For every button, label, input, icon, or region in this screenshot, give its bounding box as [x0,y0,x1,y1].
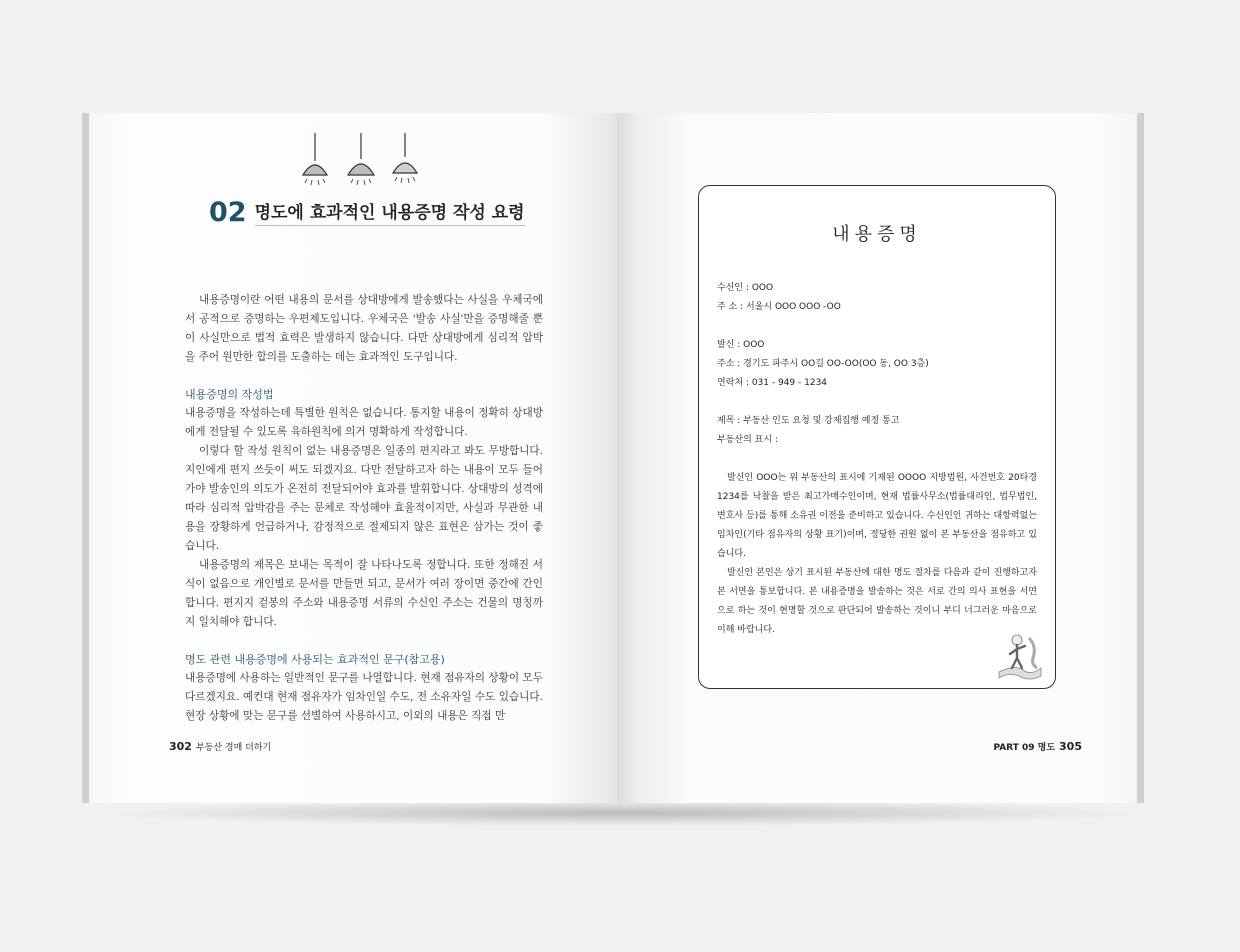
document-line: 주 소 : 서울시 OOO OOO -OO [717,302,841,312]
part-title: 명도 [1037,743,1056,753]
chapter-heading [209,199,525,226]
body-paragraph: 내용증명을 작성하는데 특별한 원칙은 없습니다. 통지할 내용이 정확히 상대방에게 전달될 수 있도록 육하원칙에 의거 명확하게 작성합니다. [185,407,543,438]
open-book [82,113,1156,813]
document-body [717,279,1037,640]
chapter-title: 명도에 효과적인 내용증명 작성 요령 [255,204,525,226]
document-paragraph: 발신인 본인은 상기 표시된 부동산에 대한 명도 절차를 다음과 같이 진행하고자 본 서면을 통보합니다. 본 내용증명을 발송하는 것은 서로 간의 의사 표현을 서면으로 하는 것이 현명할 것으로 판단되어 발송하는 것이니 부디 너그러운 마음으로 이해 바랍니다. [717,568,1037,635]
body-paragraph: 내용증명의 제목은 보내는 목적이 잘 나타나도록 정합니다. 또한 정해진 서식이 없음으로 개인별로 문서를 만들면 되고, 문서가 여러 장이면 중간에 간인합니다. 편지지 겉봉의 주소와 내용증명 서류의 수신인 주소는 건물의 명칭까지 일치해야 합니다. [185,559,543,628]
right-folio [993,740,1082,753]
body-paragraph: 이렇다 할 작성 원칙이 없는 내용증명은 일종의 편지라고 봐도 무방합니다. 지인에게 편지 쓰듯이 써도 되겠지요. 다만 전달하고자 하는 내용이 모두 들어가야 발송인의 의도가 온전히 전달되어야 효과를 발휘합니다. 상대방의 성격에 따라 심리적 압박감을 주는 문체로 작성해야 효율적이지만, 사실과 무관한 내용을 장황하게 언급하거나, 감정적으로 절제되지 않은 표현은 삼가는 것이 좋습니다. [185,445,543,552]
lamps-illustration [297,133,427,193]
pendant-lamp-icon [297,133,333,193]
left-page [82,113,624,803]
figure-with-paper-icon [993,628,1045,680]
document-line: 주소 : 경기도 파주시 OO길 OO-OO(OO 동, OO 3층) [717,359,929,369]
document-line: 부동산의 표시 : [717,435,778,445]
body-paragraph: 내용증명에 사용하는 일반적인 문구를 나열합니다. 현재 점유자의 상황이 모두 다르겠지요. 예컨대 현재 점유자가 임차인일 수도, 전 소유자일 수도 있습니다. 현장 상황에 맞는 문구를 선별하여 사용하시고, 이외의 내용은 직접 만 [185,672,543,722]
right-page [617,113,1144,803]
left-page-number: 302 [169,740,192,753]
document-line: 수신인 : OOO [717,283,774,293]
document-title: 내용증명 [832,224,922,245]
document-line: 연락처 : 031 - 949 - 1234 [717,378,828,388]
right-page-number: 305 [1059,740,1082,753]
section-heading-writing: 내용증명의 작성법 [185,388,274,401]
left-folio [169,740,271,753]
section-heading-phrases: 명도 관련 내용증명에 사용되는 효과적인 문구(참고용) [185,653,445,666]
running-title: 부동산 경매 더하기 [195,743,272,753]
spacer [717,317,1037,336]
chapter-number: 02 [209,197,247,228]
part-label: PART 09 [993,743,1035,753]
pendant-lamp-icon [387,133,423,193]
document-line: 제목 : 부동산 인도 요청 및 강제집행 예정 통고 [717,416,900,426]
left-body-text [185,291,543,726]
spacer [717,393,1037,412]
intro-paragraph: 내용증명이란 어떤 내용의 문서를 상대방에게 발송했다는 사실을 우체국에서 공적으로 증명하는 우편제도입니다. 우체국은 '발송 사실'만을 증명해줄 뿐 이 사실만으로 법적 효력은 발생하지 않습니다. 다만 상대방에게 심리적 압박을 주어 원만한 합의를 도출하는 데는 효과적인 도구입니다. [185,294,543,363]
spacer [717,450,1037,469]
pendant-lamp-icon [343,133,379,193]
document-paragraph: 발신인 OOO는 위 부동산의 표시에 기재된 OOOO 지방법원, 사건번호 20타경1234를 낙찰을 받은 최고가매수인이며, 현재 법률사무소(법률대리인, 법무법인, 변호사 등)를 통해 소유권 이전을 준비하고 있습니다. 수신인인 귀하는 대항력없는 임차인(기타 점유자의 상황 표기)이며, 정당한 권원 없이 본 부동산을 점유하고 있습니다. [717,473,1037,559]
document-line: 발신 : OOO [717,340,765,350]
content-certification-document [698,185,1056,689]
